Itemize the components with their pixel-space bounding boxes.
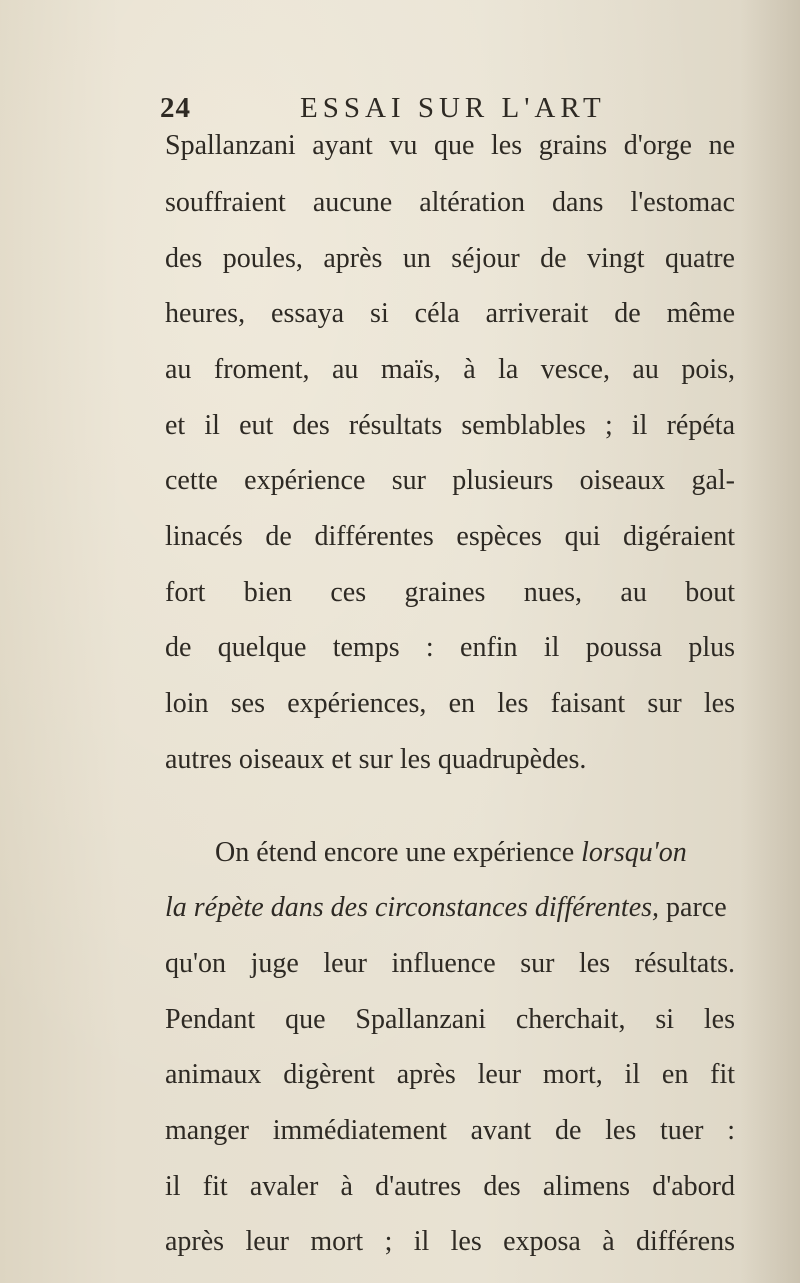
text-line: Spallanzani ayant vu que les grains d'orge ne [165, 130, 735, 161]
text-line: autres oiseaux et sur les quadrupèdes. [165, 744, 587, 775]
text-run-italic: lorsqu'on [581, 837, 687, 868]
text-line: linacés de différentes espèces qui digéraient [165, 521, 735, 552]
text-line: qu'on juge leur influence sur les résultats. [165, 948, 735, 979]
text-line: après leur mort ; il les exposa à différens [165, 1226, 735, 1257]
text-line: de quelque temps : enfin il poussa plus [165, 632, 735, 663]
running-title: ESSAI SUR L'ART [300, 92, 606, 124]
text-run: On étend encore une expérience [215, 837, 575, 868]
text-line: fort bien ces graines nues, au bout [165, 577, 735, 608]
running-head [155, 92, 755, 132]
text-line: et il eut des résultats semblables ; il répéta [165, 410, 735, 441]
text-run: parce [666, 892, 727, 923]
text-line: heures, essaya si céla arriverait de même [165, 298, 735, 329]
text-line: des poules, après un séjour de vingt quatre [165, 243, 735, 274]
text-run-italic: la répète dans des circonstances différentes, [165, 892, 660, 923]
text-line: loin ses expériences, en les faisant sur les [165, 688, 735, 719]
text-line-mixed [165, 890, 735, 928]
text-line: il fit avaler à d'autres des alimens d'abord [165, 1171, 735, 1202]
text-line: cette expérience sur plusieurs oiseaux gal- [165, 465, 735, 496]
text-line-mixed [215, 835, 735, 873]
text-line: au froment, au maïs, à la vesce, au pois, [165, 354, 735, 385]
text-line: animaux digèrent après leur mort, il en fit [165, 1059, 735, 1090]
page-edge-shadow [740, 0, 800, 1283]
text-line: Pendant que Spallanzani cherchait, si les [165, 1004, 735, 1035]
text-line: manger immédiatement avant de les tuer : [165, 1115, 735, 1146]
text-line: souffraient aucune altération dans l'estomac [165, 187, 735, 218]
page-number: 24 [160, 92, 191, 124]
